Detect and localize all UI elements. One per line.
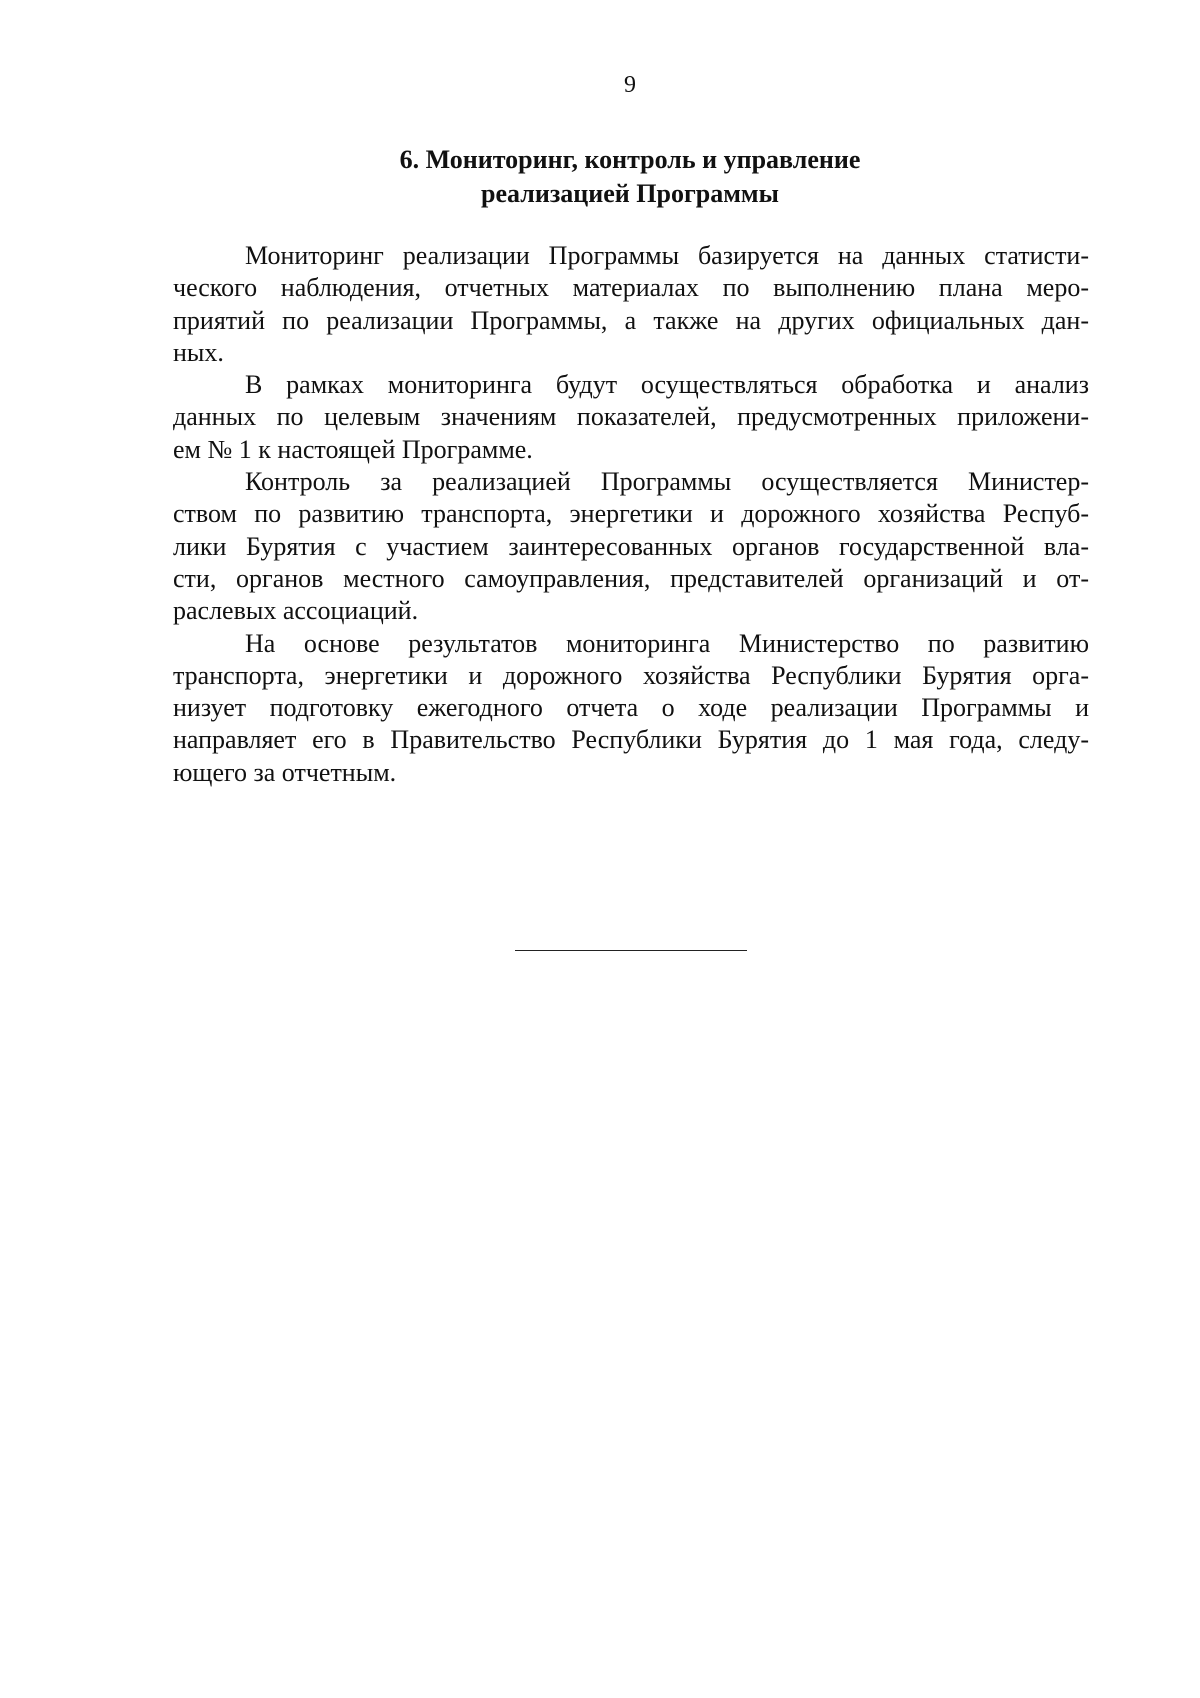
paragraph-control [173,466,1089,627]
paragraph-line: Мониторинг реализации Программы базируется на данных статисти- [245,241,1089,270]
paragraph-monitoring-basis [173,240,1089,369]
paragraph-line: ством по развитию транспорта, энергетики и дорожного хозяйства Респуб- [173,499,1089,529]
paragraph-line: сти, органов местного самоуправления, представителей организаций и от- [173,563,1089,593]
section-title-line-2: реализацией Программы [481,179,779,208]
paragraph-line: лики Бурятия с участием заинтересованных органов государственной вла- [173,531,1089,561]
section-title-line-1: 6. Мониторинг, контроль и управление [399,145,861,174]
paragraph-line: направляет его в Правительство Республики Бурятия до 1 мая года, следу- [173,725,1089,755]
paragraph-line: ющего за отчетным. [173,757,397,787]
paragraph-line: низует подготовку ежегодного отчета о ходе реализации Программы и [173,693,1089,723]
paragraph-line: ных. [173,337,224,367]
page-number: 9 [624,72,636,98]
paragraph-line: На основе результатов мониторинга Министерство по развитию [245,628,1089,658]
section-title [0,143,1200,211]
paragraph-line: ем № 1 к настоящей Программе. [173,434,533,464]
paragraph-line: приятий по реализации Программы, а также на других официальных дан- [173,305,1089,335]
paragraph-line: раслевых ассоциаций. [173,596,419,626]
paragraph-annual-report [173,628,1089,789]
paragraph-line: ческого наблюдения, отчетных материалах по выполнению плана меро- [173,273,1089,303]
paragraph-monitoring-analysis [173,369,1089,466]
paragraph-line: В рамках мониторинга будут осуществляться обработка и анализ [245,370,1089,400]
end-of-section-rule [515,950,747,951]
paragraph-line: данных по целевым значениям показателей, предусмотренных приложени- [173,402,1089,432]
section-body [173,240,1089,789]
paragraph-line: Контроль за реализацией Программы осуществляется Министер- [245,467,1089,497]
paragraph-line: транспорта, энергетики и дорожного хозяйства Республики Бурятия орга- [173,660,1089,690]
